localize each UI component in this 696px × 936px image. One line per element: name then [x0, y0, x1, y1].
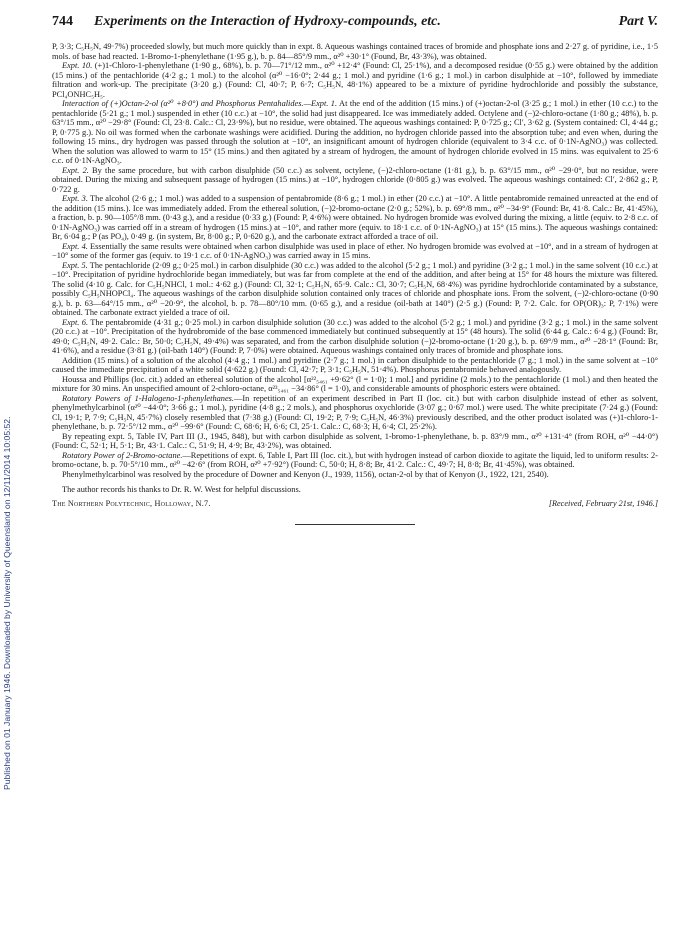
- paragraph-heading: Interaction of (+)Octan-2-ol (α²⁰ +8·0°) and Phosphorus Pentahalides.—Expt. 1.: [62, 99, 338, 108]
- paragraph-text: By the same procedure, but with carbon disulphide (50 c.c.) as solvent, octylene, (−)2-chloro-octane (1·81 g.), b. p. 63°/15 mm., α²⁰ −29·0°, but no residue, were obtained. During the mixing and subsequent passage of hydrogen (15 mins.) at −10°, hydrogen chloride (0·805 g.) was evolved. The aqueous washings contained: Cl′, 2·862 g.; P, 0·722 g.: [52, 165, 658, 194]
- body-paragraph: [52, 356, 658, 375]
- paragraph-text: Houssa and Phillips (loc. cit.) added an ethereal solution of the alcohol [α²²₅₄₆₁ +9·62° (l = 1·0); 1 mol.] and pyridine (2 mols.) to the pentachloride (1 mol.) and then heated the mixture for 30 mins. An unspecified amount of 2-chloro-octane, α²³₅₄₆₁ −34·86° (l = 1·0), and considerable amounts of phosphoric esters were obtained.: [52, 374, 658, 393]
- paragraph-heading: Expt. 2.: [62, 165, 89, 175]
- paragraph-heading: Expt. 6.: [62, 317, 89, 327]
- received-date: [Received, February 21st, 1946.]: [548, 499, 658, 508]
- affiliation-row: [52, 499, 658, 508]
- paragraph-heading: Rotatory Powers of 1-Halogeno-1-phenylethanes.: [62, 393, 235, 403]
- running-header: [52, 14, 658, 38]
- paragraph-heading: Expt. 5.: [62, 260, 88, 270]
- body-paragraph: [52, 261, 658, 318]
- paragraph-text: At the end of the addition (15 mins.) of (+)octan-2-ol (3·25 g.; 1 mol.) in ether (10 c.c.) to the pentachloride (5·21 g.; 1 mol.) suspended in ether (10 c.c.) at −10°, the solid had just disappeared. Ice was immediately added. Octylene and (−)2-chloro-octane (1·80 g.; 48%), b. p. 63°/15 mm., α²⁰ −29·8° (Found: Cl, 23·8. Calc.: Cl, 23·9%), but no residue, were obtained. The aqueous washings contained: P, 0·725 g.; Cl′, 3·62 g. (System contained: Cl, 4·44 g.; P, 0·775 g.). No oil was formed when the carbonate washings were acidified. During the addition, no hydrogen chloride passed into the absorption tube; and even when, during the following 15 mins., dry hydrogen was passed through the solution at −10°, an insignificant amount of hydrogen chloride (equivalent to 3·4 c.c. of 0·1N-AgNO₃) was collected. When the solution was allowed to warm to 15° (15 mins.) and then agitated by a stream of hydrogen, the amount of hydrogen chloride evolved in 15 mins. was equivalent to 25·6 c.c. of 0·1N-AgNO₃.: [52, 99, 658, 165]
- paragraph-heading: Expt. 10.: [62, 61, 93, 70]
- paragraph-text: The pentabromide (4·31 g.; 0·25 mol.) in carbon disulphide solution (30 c.c.) was added to the alcohol (5·2 g.; 1 mol.) and pyridine (3·2 g.; 1 mol.) in the same solvent (20 c.c.) at −10°. Precipitation of the hydrobromide of the base commenced immediately but continued subsequently at 15° (48 hours). The solid (6·44 g. Calc.: 6·4 g.) (Found: Br, 49·0; C₅H₅N, 49·2. Calc.: Br, 50·0; C₅H₅N, 49·4%) was separated, and from the carbon disulphide solution (−)2-bromo-octane (1·20 g.), b. p. 69°/9 mm., α²⁰ −28·1° (Found: Br, 41·6%), and a residue (3·81 g.) (oil-bath 140°) (Found: P, 7·0%) were obtained. Aqueous washings contained only traces of bromide and phosphate ions.: [52, 317, 658, 355]
- paragraph-text: Addition (15 mins.) of a solution of the alcohol (4·4 g.; 1 mol.) and pyridine (2·7 g.; 1 mol.) in carbon disulphide to the pentachloride (7 g.; 1 mol.) in the same solvent at −10° caused the immediate precipitation of a white solid (4·622 g.) (Found: Cl, 42·7; P, 3·1; C₅H₅N, 51·4%). Phosphorus pentabromide behaved analogously.: [52, 355, 658, 374]
- end-rule: [295, 524, 415, 525]
- running-title-part: Part V.: [618, 14, 658, 29]
- body-paragraph: [52, 166, 658, 195]
- paragraph-heading: Rotatory Power of 2-Bromo-octane.: [62, 450, 183, 460]
- institution: The Northern Polytechnic, Holloway, N.7.: [52, 499, 211, 508]
- paragraph-text: The pentachloride (2·09 g.; 0·25 mol.) in carbon disulphide (30 c.c.) was added to the alcohol (5·2 g.; 1 mol.) and pyridine (3·2 g.; 1 mol.) in the same solvent (10 c.c.) at −10°. Precipitation of pyridine hydrochloride began immediately, but was far from complete at the end of the addition, and after being at 15° for 48 hours the mixture was filtered. The solid (4·10 g. Calc. for C₅H₅NHCl, 1 mol.: 4·62 g.) (Found: Cl, 32·1; C₅H₅N, 65·9. Calc.: Cl, 30·7; C₅H₅N, 68·4%) was pyridine hydrochloride contaminated by a substance, possibly C₅H₅NHOPCl₄. The aqueous washings of the carbon disulphide solution contained only traces of chloride and phosphate ions. From the solvent, (−)2-chloro-octane (0·90 g.), b. p. 63—64°/15 mm., α²⁰ −20·9°, the alcohol, b. p. 78—80°/10 mm. (0·65 g.), and a residue (oil-bath at 140°) (2·5 g.) (Found: P, 7·2. Calc. for OP(OR)₃: P, 7·1%) were obtained. The carbonate extract yielded a trace of oil.: [52, 260, 658, 317]
- paragraph-heading: Expt. 4.: [62, 241, 88, 251]
- paragraph-text: (+)1-Chloro-1-phenylethane (1·90 g., 68%), b. p. 70—71°/12 mm., α²⁰ +12·4° (Found: Cl, 25·1%), and a decomposed residue (0·55 g.) were obtained by the addition (15 mins.) of the pentachloride (4·2 g.; 1 mol.) to the alcohol (α²⁰ −16·0°; 2·44 g.; 1 mol.) and pyridine (1·6 g.; 1 mol.) in carbon disulphide at −10°, followed by immediate filtration and work-up. The precipitate (3·20 g.) (Found: Cl, 40·7; P, 6·7; C₅H₅N, 48·1%) appeared to be a mixture of pyridine hydrochloride and possibly the substance, PCl₄ONHC₅H₅.: [52, 61, 658, 99]
- body-paragraph: [52, 470, 658, 480]
- download-watermark: [2, 150, 14, 790]
- article-body: [52, 42, 658, 479]
- paragraph-text: Phenylmethylcarbinol was resolved by the procedure of Downer and Kenyon (J., 1939, 1156), octan-2-ol by that of Kenyon (J., 1922, 121, 2540).: [62, 469, 549, 479]
- download-notice: Published on 01 January 1946. Downloaded by University of Queensland on 12/11/2014 10:05:52.: [2, 416, 12, 790]
- body-paragraph: [52, 99, 658, 166]
- body-paragraph: [52, 318, 658, 356]
- journal-page: [52, 14, 658, 525]
- page-number: 744: [52, 14, 73, 29]
- acknowledgement: The author records his thanks to Dr. R. W. West for helpful discussions.: [62, 485, 301, 494]
- body-paragraph: [52, 451, 658, 470]
- paragraph-heading: Expt. 3.: [62, 194, 88, 203]
- paragraph-text: P, 3·3; C₅H₅N, 49·7%) proceeded slowly, but much more quickly than in expt. 8. Aqueous washings contained traces of bromide and phosphate ions and 2·27 g. of pyridine, i.e., 1·5 mols. of base had reacted. 1-Bromo-1-phenylethane (1·95 g.), b. p. 84—85°/9 mm., α²⁰ +30·1° (Found, Br, 43·3%), was obtained.: [52, 42, 658, 61]
- paragraph-text: The alcohol (2·6 g.; 1 mol.) was added to a suspension of pentabromide (8·6 g.; 1 mol.) in ether (20 c.c.) at −10°. A little pentabromide remained unreacted at the end of the addition (15 mins.). Ice was immediately added. From the ethereal solution, (−)2-bromo-octane (2·0 g.; 52%), b. p. 69°/8 mm., α²⁰ −34·9° (Found: Br, 41·8. Calc.: Br, 41·45%), a fraction, b. p. 90—105°/8 mm. (0·43 g.), and a residue (0·33 g.) (Found: P, 4·6%) were obtained. No hydrogen bromide was evolved during the mixing, a little (equiv. to 2·8 c.c. of 0·1N-AgNO₃) was carried off in a stream of hydrogen (15 mins.) at −10°, and rather more (equiv. to 18·1 c.c. of 0·1N-AgNO₃) at 15° (15 mins.). The aqueous washings contained: Br, 6·04 g.; P (as PO₄), 0·49 g. (in system, Br, 8·00 g.; P, 0·620 g.), and the carbonate extract afforded a trace of oil.: [52, 194, 658, 241]
- body-paragraph: [52, 61, 658, 99]
- running-title: Experiments on the Interaction of Hydroxy-compounds, etc.: [94, 14, 441, 29]
- body-paragraph: [52, 242, 658, 261]
- body-paragraph: [52, 394, 658, 432]
- paragraph-text: By repeating expt. 5, Table IV, Part III (J., 1945, 848), but with carbon disulphide as solvent, 1-bromo-1-phenylethane, b. p. 83°/9 mm., α²⁰ +131·4° (from ROH, α²⁰ −44·0°) (Found: C, 52·1; H, 5·1; Br, 43·1. Calc.: C, 51·9; H, 4·9; Br, 43·2%), was obtained.: [52, 431, 658, 450]
- body-paragraph: [52, 194, 658, 242]
- paragraph-text: —Repetitions of expt. 6, Table I, Part III (loc. cit.), but with hydrogen instead of carbon dioxide to agitate the liquid, led to uniform results: 2-bromo-octane, b. p. 70·5°/10 mm., α²⁰ −42·6° (from ROH, α²⁰ +7·92°) (Found: C, 50·0; H, 8·8; Br, 41·2. Calc.: C, 49·7; H, 8·8; Br, 41·45%), was obtained.: [52, 450, 658, 469]
- paragraph-text: —In repetition of an experiment described in Part II (loc. cit.) but with carbon disulphide instead of ether as solvent, phenylmethylcarbinol (α²⁰ −44·0°; 3·66 g.; 1 mol.), pyridine (4·8 g.; 2 mols.), and phosphorus oxychloride (3·07 g.; 0·67 mol.) were used. The white precipitate (7·24 g.) (Found: Cl, 19·1; P, 7·9; C₅H₅N, 45·7%) closely resembled that (7·38 g.) (Found: Cl, 19·2; P, 7·9; C₅H₅N, 46·3%) previously described, and the other product isolated was (+)1-chloro-1-phenylethane, b. p. 72·5°/12 mm., α²⁰ −99·6° (Found: C, 68·6; H, 6·6; Cl, 25·1. Calc.: C, 68·3; H, 6·4; Cl, 25·2%).: [52, 393, 658, 431]
- paragraph-text: Essentially the same results were obtained when carbon disulphide was used in place of ether. No hydrogen bromide was evolved at −10°, and in a stream of hydrogen at −10° some of the former gas (equiv. to 19·1 c.c. of 0·1N-AgNO₃) was carried away in 15 mins.: [52, 241, 658, 260]
- body-paragraph: [52, 42, 658, 61]
- body-paragraph: [52, 432, 658, 451]
- body-paragraph: [52, 375, 658, 394]
